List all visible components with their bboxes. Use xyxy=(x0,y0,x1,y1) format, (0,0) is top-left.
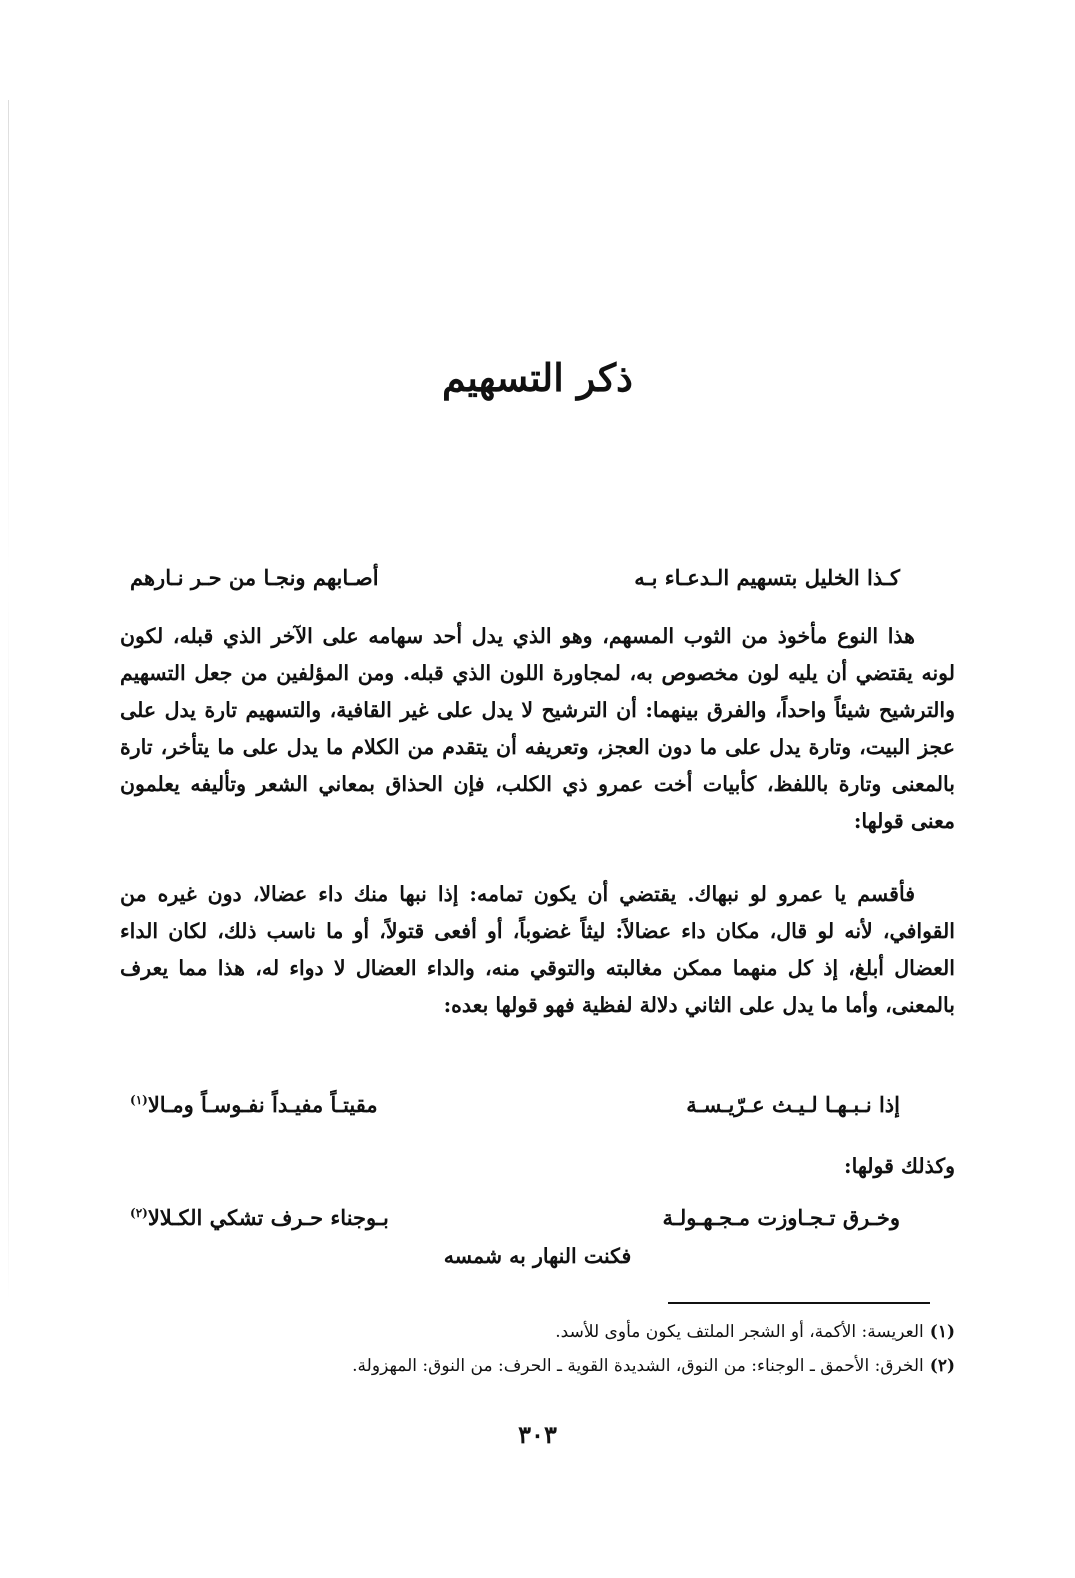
footnote-1-number: (١) xyxy=(929,1322,955,1342)
footnote-ref-1: (١) xyxy=(130,1093,148,1107)
paragraph-example xyxy=(120,876,955,1024)
page-number: ٣٠٣ xyxy=(518,1420,557,1449)
intro-verse xyxy=(120,565,955,590)
intro-verse-first-hemistich: كـذا الخليل بتسهيم الـدعـاء بـه xyxy=(634,565,900,590)
chapter-title: ذكر التسهيم xyxy=(442,355,633,400)
verse-three-second-text: بـوجناء حـرف تشكي الكـلالا xyxy=(147,1205,389,1230)
verse-two-first-hemistich: إذا نـبـهـا لـيـث عـرّيـسـة xyxy=(686,1092,900,1117)
line-kadhalik: وكذلك قولها: xyxy=(844,1154,955,1178)
verse-three-first-hemistich: وخـرق تـجـاوزت مـجـهـولـة xyxy=(662,1205,900,1230)
footnote-2-text: الخرق: الأحمق ـ الوجناء: من النوق، الشديدة القوية ـ الحرف: من النوق: المهزولة. xyxy=(352,1356,924,1376)
footnote-2 xyxy=(120,1356,955,1376)
footnote-separator xyxy=(668,1302,930,1304)
verse-two-second-hemistich xyxy=(130,1092,378,1117)
footnote-ref-2: (٢) xyxy=(130,1206,148,1220)
verse-two-second-text: مقيتـاً مفيـداً نفـوسـاً ومـالا xyxy=(147,1092,378,1117)
paragraph-example-text: فأقسم يا عمرو لو نبهاك. يقتضي أن يكون تمامه: إذا نبها منك داء عضالا، دون غيره من القوافي، لأنه لو قال، مكان داء عضالاً: ليثاً غضوباً، أو أفعى قتولاً، أو ما ناسب ذلك، لكان الداء العضال أبلغ، إذ كل منهما ممكن مغالبته والتوقي منه، والداء العضال لا دواء له، هذا مما يعرف بالمعنى، وأما ما يدل على الثاني دلالة لفظية فهو قولها بعده: xyxy=(120,882,955,1017)
verse-two xyxy=(120,1092,955,1117)
verse-three xyxy=(120,1205,955,1230)
intro-verse-second-hemistich: أصـابهم ونجـا من حـر نـارهم xyxy=(130,565,379,590)
footnote-1 xyxy=(120,1322,955,1342)
scan-edge-shadow xyxy=(8,100,9,1300)
paragraph-definition-text: هذا النوع مأخوذ من الثوب المسهم، وهو الذي يدل أحد سهامه على الآخر الذي قبله، لكون لونه يقتضي أن يليه لون مخصوص به، لمجاورة اللون الذي قبله. ومن المؤلفين من جعل التسهيم والترشيح شيئاً واحداً، والفرق بينهما: أن الترشيح لا يدل على غير القافية، والتسهيم تارة يدل على عجز البيت، وتارة يدل على ما دون العجز، وتعريفه أن يتقدم من الكلام ما يدل على ما يتأخر، تارة بالمعنى وتارة باللفظ، كأبيات أخت عمرو ذي الكلب، فإن الحذاق بمعاني الشعر وتأليفه يعلمون معنى قولها: xyxy=(120,624,955,833)
paragraph-definition xyxy=(120,618,955,840)
footnote-1-text: العريسة: الأكمة، أو الشجر الملتف يكون مأوى للأسد. xyxy=(555,1322,924,1342)
verse-three-second-hemistich xyxy=(130,1205,389,1230)
footnote-2-number: (٢) xyxy=(929,1356,955,1376)
verse-three-continuation: فكنت النهار به شمسه xyxy=(443,1244,632,1268)
